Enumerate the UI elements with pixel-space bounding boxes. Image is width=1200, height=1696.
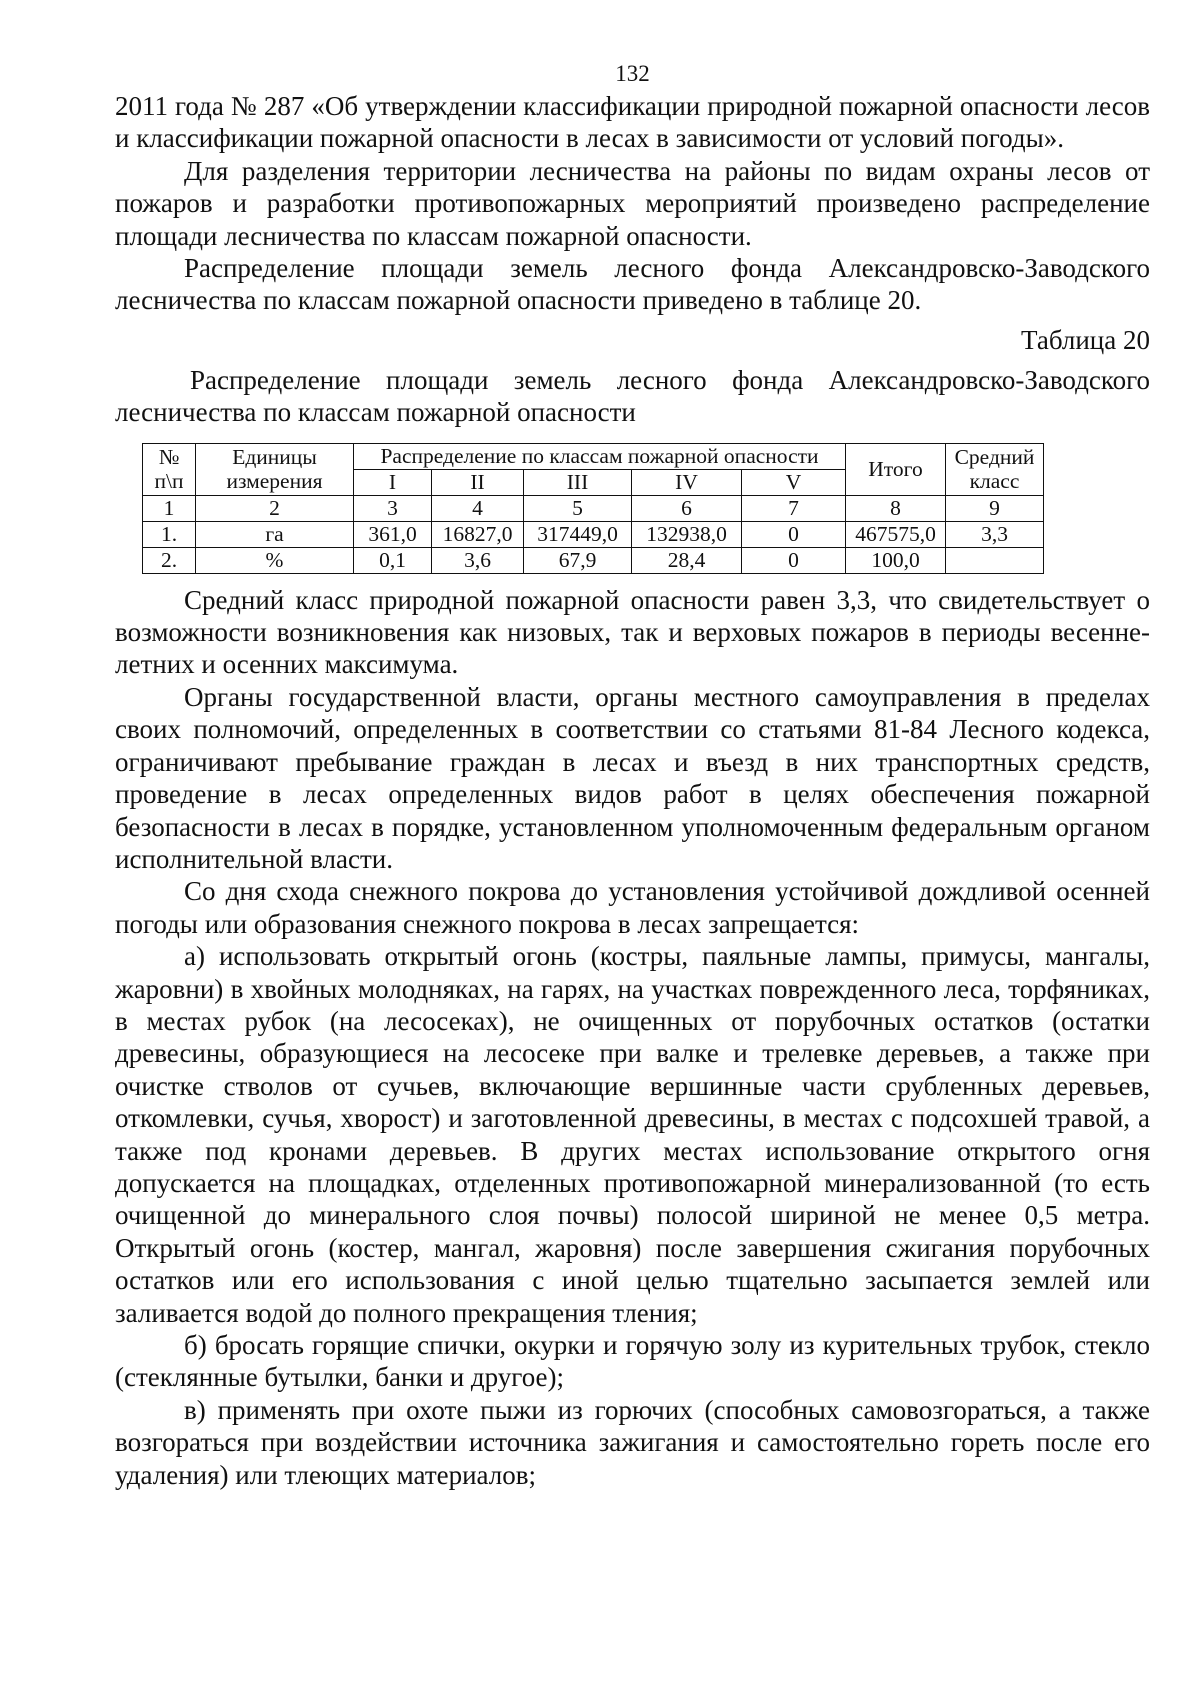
table-column-number-row [143,495,1044,521]
paragraph-average-class: Средний класс природной пожарной опасности равен 3,3, что свидетельствует о возможности возникновения как низовых, так и верховых пожаров в периоды весенне-летних и осенних максимума. [115,584,1150,680]
table-cell: 0 [742,521,846,547]
table-cell: 132938,0 [632,521,742,547]
table-cell: 3,3 [946,521,1044,547]
table-cell: 16827,0 [432,521,524,547]
paragraph-authorities: Органы государственной власти, органы местного самоуправления в пределах своих полномочий, определенных в соответствии со статьями 81-84 Лесного кодекса, ограничивают пребывание граждан в лесах и въезд в них транспортных средств, проведение в лесах определенных видов работ в целях обеспечения пожарной безопасности в лесах в порядке, установленном уполномоченным федеральным органом исполнительной власти. [115,681,1150,874]
paragraph-prohibitions-intro: Со дня схода снежного покрова до установления устойчивой дождливой осенней погоды или образования снежного покрова в лесах запрещается: [115,876,1150,939]
table-cell: 8 [846,495,946,521]
table-cell: 3,6 [432,547,524,573]
header-class-2: II [432,469,524,495]
document-page [115,60,1150,1491]
body-text [115,584,1150,1491]
table-cell: 9 [946,495,1044,521]
table-cell: 3 [354,495,432,521]
table-header-row [143,443,1044,469]
table-cell: 5 [524,495,632,521]
table-cell: га [196,521,354,547]
paragraph-decree-reference: 2011 года № 287 «Об утверждении классификации природной пожарной опасности лесов и классификации пожарной опасности в лесах в зависимости от условий погоды». [115,91,1150,154]
table-cell: 361,0 [354,521,432,547]
header-total: Итого [846,443,946,495]
table-cell: 1 [143,495,196,521]
header-class-4: IV [632,469,742,495]
table-cell: 7 [742,495,846,521]
table-cell: 4 [432,495,524,521]
table-caption: Распределение площади земель лесного фонда Александровско-Заводского лесничества по классам пожарной опасности [115,364,1150,428]
header-class-1: I [354,469,432,495]
table-cell: 467575,0 [846,521,946,547]
table-cell [946,547,1044,573]
table-row [143,547,1044,573]
table-cell: 2 [196,495,354,521]
table-row [143,521,1044,547]
header-distribution: Распределение по классам пожарной опасности [354,443,846,469]
table-cell: 28,4 [632,547,742,573]
header-unit: Единицы измерения [196,443,354,495]
table-cell: % [196,547,354,573]
table-cell: 0,1 [354,547,432,573]
page-number: 132 [615,61,650,86]
header-class-5: V [742,469,846,495]
table-cell: 2. [143,547,196,573]
fire-danger-table [142,443,1044,574]
table-cell: 317449,0 [524,521,632,547]
paragraph-item-c: в) применять при охоте пыжи из горючих (способных самовозгораться, а также возгораться при воздействии источника зажигания и самостоятельно гореть после его удаления) или тлеющих материалов; [115,1394,1150,1490]
header-class-3: III [524,469,632,495]
header-average-class: Средний класс [946,443,1044,495]
table-cell: 1. [143,521,196,547]
table-label: Таблица 20 [1021,324,1150,355]
header-num: № п\п [143,443,196,495]
paragraph-item-b: б) бросать горящие спички, окурки и горячую золу из курительных трубок, стекло (стеклянные бутылки, банки и другое); [115,1330,1150,1393]
table-cell: 6 [632,495,742,521]
table-cell: 67,9 [524,547,632,573]
paragraph-item-a: а) использовать открытый огонь (костры, паяльные лампы, примусы, мангалы, жаровни) в хвойных молодняках, на гарях, на участках поврежденного леса, торфяниках, в местах рубок (на лесосеках), не очищенных от порубочных остатков (остатки древесины, образующиеся на лесосеке при валке и трелевке деревьев, а также при очистке стволов от сучьев, включающие вершинные части срубленных деревьев, откомлевки, сучья, хворост) и заготовленной древесины, в местах с подсохшей травой, а также под кронами деревьев. В других местах использование открытого огня допускается на площадках, отделенных противопожарной минерализованной (то есть очищенной до минерального слоя почвы) полосой шириной не менее 0,5 метра. Открытый огонь (костер, мангал, жаровня) после завершения сжигания порубочных остатков или его использования с иной целью тщательно засыпается землей или заливается водой до полного прекращения тления; [115,941,1150,1328]
paragraph-territory-division: Для разделения территории лесничества на районы по видам охраны лесов от пожаров и разработки противопожарных мероприятий произведено распределение площади лесничества по классам пожарной опасности. [115,155,1150,251]
table-cell: 0 [742,547,846,573]
table-cell: 100,0 [846,547,946,573]
paragraph-table-reference: Распределение площади земель лесного фонда Александровско-Заводского лесничества по классам пожарной опасности приведено в таблице 20. [115,253,1150,316]
